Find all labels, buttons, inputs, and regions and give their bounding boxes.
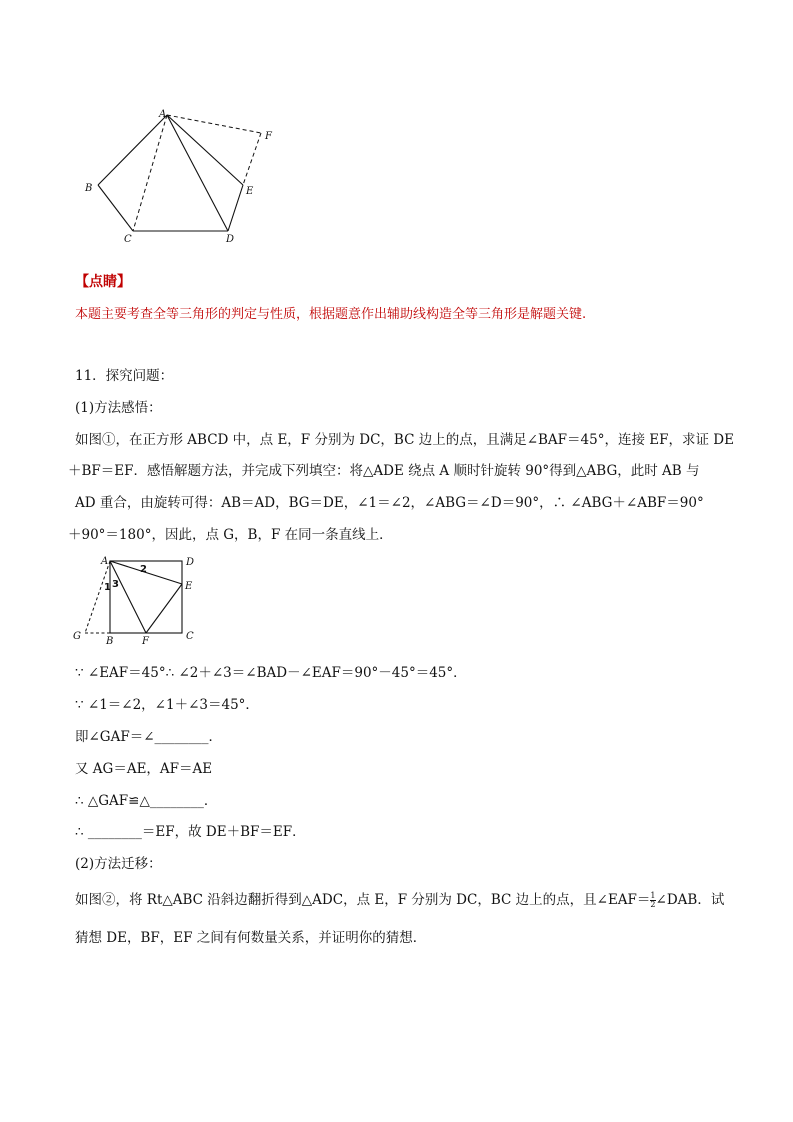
label-c: C [186,631,194,642]
part1-heading: (1)方法感悟： [75,400,162,416]
label-d: D [226,234,235,245]
label-a: A [101,556,109,567]
label-e: E [246,186,254,197]
label-b: B [106,636,114,645]
part1-line-4: ＋90°＝180°，因此，点 G，B，F 在同一条直线上． [68,527,393,543]
label-f: F [265,131,272,142]
angle-label-1: 1 [104,582,111,593]
proof-line-1: ∵ ∠EAF＝45°∴ ∠2＋∠3＝∠BAD－∠EAF＝90°－45°＝45°． [75,665,467,681]
proof-line-3: 即∠GAF＝∠________． [75,729,223,745]
edge-de [228,185,243,231]
problem-heading: 11．探究问题： [75,368,174,384]
part2-line-1 [75,890,724,910]
part2-line-1-text: 如图②，将 Rt△ABC 沿斜边翻折得到△ADC，点 E，F 分别为 DC，BC 边上的点，且∠EAF＝ [75,892,651,908]
edge-bc [98,185,133,231]
angle-label-3: 3 [112,579,119,590]
dashed-fe [243,133,261,185]
edge-ad [167,115,228,231]
label-e: E [185,581,193,592]
figure-square [68,553,203,645]
highlight-title: 【点睛】 [75,274,131,290]
label-g: G [73,631,81,642]
dashed-af [167,115,261,133]
label-d: D [186,557,195,568]
dashed-ag [85,561,110,633]
part2-heading: (2)方法迁移： [75,856,162,872]
highlight-body: 本题主要考查全等三角形的判定与性质，根据题意作出辅助线构造全等三角形是解题关键. [75,307,587,322]
part2-line-1-tail: ∠DAB．试 [655,892,725,908]
part2-line-2: 猜想 DE，BF，EF 之间有何数量关系，并证明你的猜想． [75,930,427,946]
proof-line-5: ∴ △GAF≌△________． [75,793,218,809]
segment-fe [146,584,182,633]
label-f: F [142,636,149,645]
part1-line-3: AD 重合，由旋转可得：AB＝AD，BG＝DE，∠1＝∠2，∠ABG＝∠D＝90°，∴ ∠ABG＋∠ABF＝90° [75,495,704,511]
label-a: A [159,109,167,120]
figure-pentagon [78,105,288,250]
part1-line-1: 如图①，在正方形 ABCD 中，点 E，F 分别为 DC，BC 边上的点，且满足∠BAF＝45°，连接 EF，求证 DE [75,432,734,448]
proof-line-6: ∴ ________＝EF，故 DE＋BF＝EF． [75,824,306,840]
fraction-numerator: 1 [650,891,656,900]
proof-line-4: 又 AG＝AE，AF＝AE [75,761,213,777]
part1-line-2: ＋BF＝EF．感悟解题方法，并完成下列填空：将△ADE 绕点 A 顺时针旋转 90°得到△ABG，此时 AB 与 [68,463,700,479]
edge-ae [167,115,243,185]
fraction-denominator: 2 [650,900,656,909]
label-b: B [85,183,93,194]
angle-label-2: 2 [140,564,147,575]
label-c: C [124,234,132,245]
proof-line-2: ∵ ∠1＝∠2，∠1＋∠3＝45°． [75,697,259,713]
